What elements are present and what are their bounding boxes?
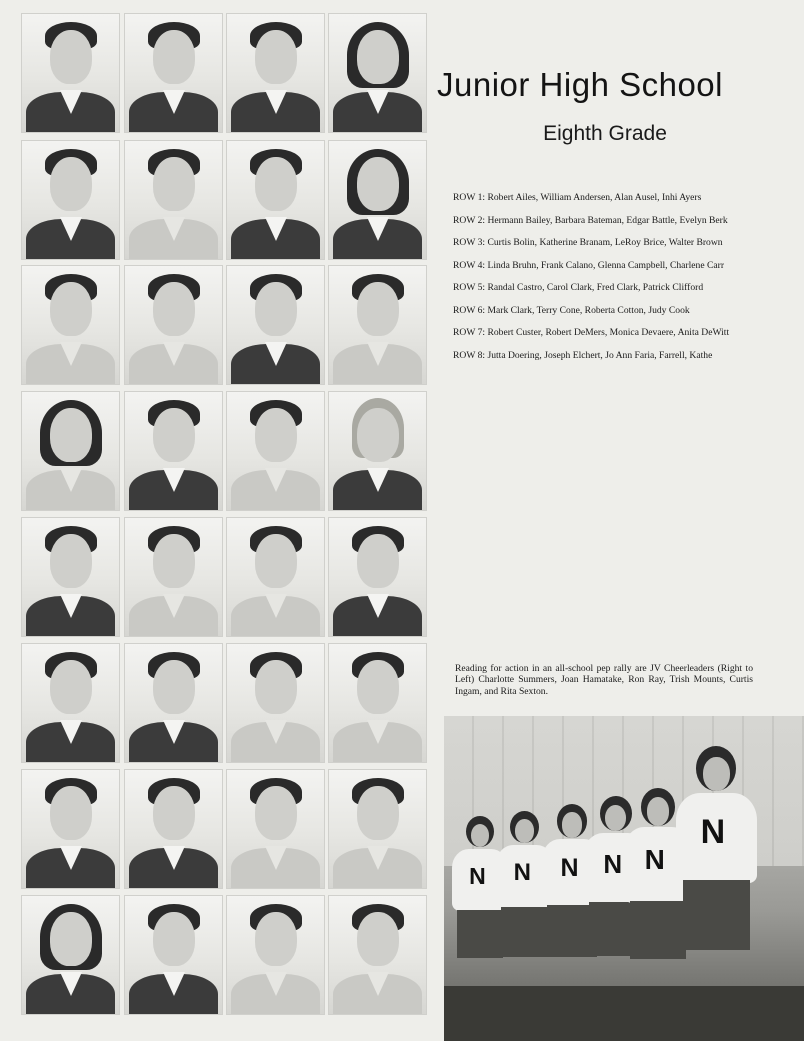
cheerleader-photo	[444, 716, 804, 1041]
student-portrait	[22, 770, 119, 888]
student-portrait	[329, 770, 426, 888]
student-portrait	[22, 14, 119, 132]
page-subtitle: Eighth Grade	[543, 122, 667, 145]
student-portrait	[22, 266, 119, 384]
page-title: Junior High School	[437, 66, 723, 103]
student-portrait	[22, 392, 119, 510]
row-caption-6: ROW 6: Mark Clark, Terry Cone, Roberta Cotton, Judy Cook	[453, 304, 690, 316]
student-portrait	[329, 518, 426, 636]
row-caption-4: ROW 4: Linda Bruhn, Frank Calano, Glenna Campbell, Charlene Carr	[453, 259, 725, 271]
student-portrait	[22, 141, 119, 259]
sweater-letter: N	[603, 848, 623, 879]
student-portrait	[125, 518, 222, 636]
row-caption-1: ROW 1: Robert Ailes, William Andersen, Alan Ausel, Inhi Ayers	[453, 192, 702, 203]
student-portrait	[329, 392, 426, 510]
student-portrait	[227, 14, 324, 132]
student-portrait	[329, 141, 426, 259]
sweater-letter: N	[469, 862, 486, 889]
student-portrait	[125, 770, 222, 888]
row-caption-7: ROW 7: Robert Custer, Robert DeMers, Monica Devaere, Anita DeWitt	[453, 327, 730, 338]
student-portrait	[329, 14, 426, 132]
student-portrait	[125, 266, 222, 384]
student-portrait	[125, 896, 222, 1014]
row-caption-5: ROW 5: Randal Castro, Carol Clark, Fred Clark, Patrick Clifford	[453, 282, 704, 293]
student-portrait	[227, 392, 324, 510]
student-portrait	[329, 896, 426, 1014]
student-portrait	[329, 266, 426, 384]
student-portrait	[125, 392, 222, 510]
student-portrait	[22, 518, 119, 636]
sweater-letter: N	[700, 813, 726, 852]
student-portrait	[22, 644, 119, 762]
student-portrait	[227, 266, 324, 384]
student-portrait	[227, 644, 324, 762]
student-portrait	[227, 896, 324, 1014]
student-portrait	[125, 14, 222, 132]
cheerleader	[676, 746, 754, 1037]
row-caption-2: ROW 2: Hermann Bailey, Barbara Bateman, Edgar Battle, Evelyn Berk	[453, 214, 728, 226]
row-caption-8: ROW 8: Jutta Doering, Joseph Elchert, Jo Ann Faria, Farrell, Kathe	[453, 349, 713, 361]
photo-caption: Reading for action in an all-school pep rally are JV Cheerleaders (Right to Left) Charlotte Summers, Joan Hamatake, Ron Ray, Trish Mounts, Curtis Ingam, and Rita Sexton.	[455, 663, 753, 697]
student-portrait	[227, 141, 324, 259]
student-portrait	[125, 644, 222, 762]
student-portrait	[227, 770, 324, 888]
name-rows	[453, 192, 751, 372]
student-portrait	[329, 644, 426, 762]
student-portrait	[227, 518, 324, 636]
sweater-letter: N	[560, 854, 579, 883]
student-portrait	[22, 896, 119, 1014]
sweater-letter: N	[513, 859, 531, 886]
sweater-letter: N	[644, 844, 665, 876]
row-caption-3: ROW 3: Curtis Bolin, Katherine Branam, LeRoy Brice, Walter Brown	[453, 237, 723, 248]
student-portrait	[125, 141, 222, 259]
